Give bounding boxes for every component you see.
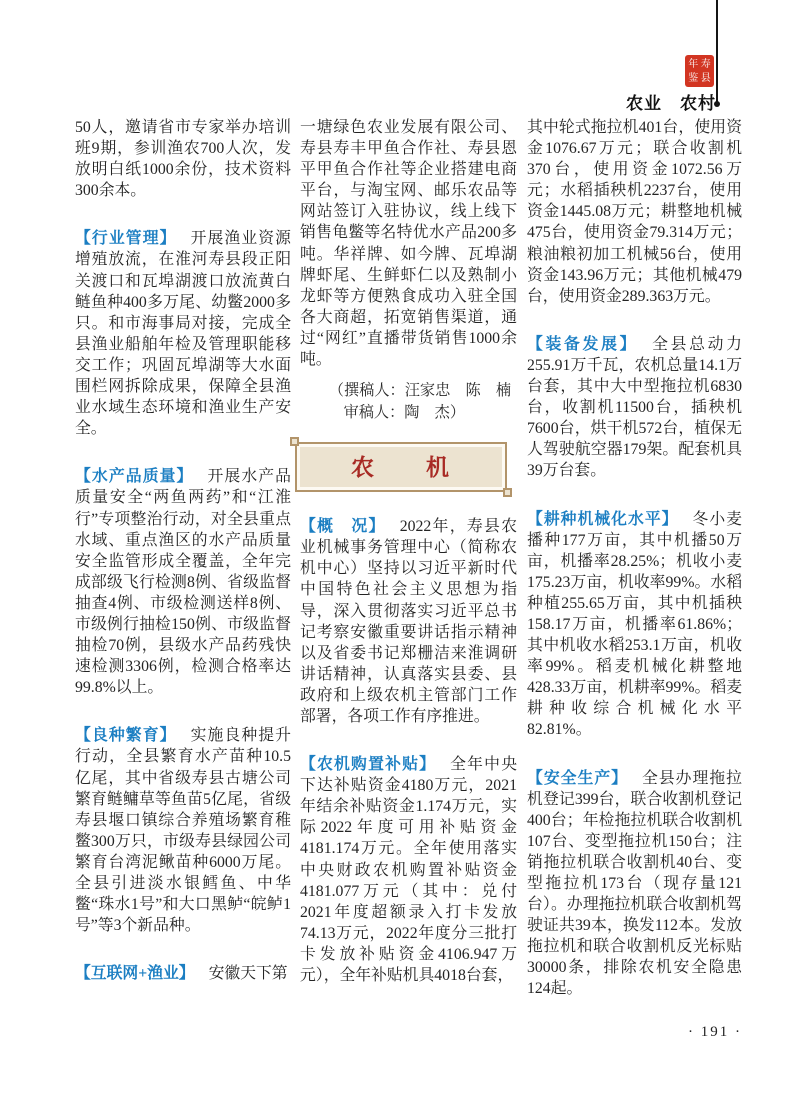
section-label: 【农机购置补贴】 [300,756,437,774]
paragraph-text: 实施良种提升行动，全县繁育水产苗种10.5亿尾，其中省级寿县古塘公司繁育鲢鳙草等鱼苗5亿尾，省级寿县堰口镇综合养殖场繁育稚鳖300万只，市级寿县绿园公司繁育台湾泥鳅苗种6000万尾。全县引进淡水银鳕鱼、中华鳖“珠水1号”和大口黑鲈“皖鲈1号”等3个新品种。 [75,727,291,935]
section-paragraph [527,509,742,741]
heading-box-corner-ornament [290,437,299,446]
section-label: 【行业管理】 [75,230,177,248]
seal-character: 县 [700,72,711,84]
section-heading-box [295,442,507,492]
paragraph-text: 50人，邀请省市专家举办培训班9期，参训渔农700人次，发放明白纸1000余份，技术资料300余本。 [75,119,291,200]
section-heading-title: 农 机 [351,454,451,480]
section-paragraph [75,963,291,984]
paragraph-text: 其中轮式拖拉机401台，使用资金1076.67万元；联合收割机370台，使用资金1072.56万元；水稻插秧机2237台，使用资金1445.08万元；耕整地机械475台，使用资金79.314万元；粮油粮初加工机械56台，使用资金143.96万元；其他机械479台，使用资金289.363万元。 [527,119,742,305]
byline-line: （撰稿人：汪家忠 陈 楠 [328,382,511,400]
header-rule [716,0,718,103]
section-label: 【良种繁育】 [75,727,177,745]
body-paragraph [75,117,291,201]
section-label: 【安全生产】 [527,769,629,787]
section-paragraph [75,228,291,439]
seal-character: 年 [688,58,699,70]
paragraph-text: 一塘绿色农业发展有限公司、寿县寿丰甲鱼合作社、寿县恩平甲鱼合作社等企业搭建电商平台，与淘宝网、邮乐农品等网站签订入驻协议，线上线下销售龟鳖等名特优水产品200多吨。华祥牌、如今牌、瓦埠湖牌虾尾、生鲜虾仁以及熟制小龙虾等方便熟食成功入驻全国各大商超，拓宽销售渠道，通过“网红”直播带货销售1000余吨。 [300,119,517,369]
seal-character: 鉴 [688,72,699,84]
section-paragraph [300,516,517,727]
section-label: 【水产品质量】 [75,468,194,486]
column-3 [527,117,742,1000]
section-label: 【装备发展】 [527,335,639,353]
section-label: 【耕种机械化水平】 [527,510,679,528]
paragraph-text: 安徽天下第 [208,965,288,983]
paragraph-text: 开展水产品质量安全“两鱼两药”和“江淮行”专项整治行动，对全县重点水域、重点渔区的水产品质量安全监管形成全覆盖，全年完成部级飞行检测8例、省级监督抽查4例、市级检测送样8例、市级例行抽检150例、市级监督抽检70例，县级水产品药残快速检测3306例，检测合格率达99.8%以上。 [75,468,291,697]
byline-line: 审稿人：陶 杰） [343,404,465,422]
yearbook-seal-icon [685,55,714,87]
paragraph-text: 冬小麦播种177万亩，其中机播50万亩，机播率28.25%；机收小麦175.23万亩，机收率99%。水稻种植255.65万亩，其中机插秧158.17万亩，机播率61.86%；其中机收水稻253.1万亩，机收率99%。稻麦机械化耕整地428.33万亩，机耕率99%。稻麦耕种收综合机械化水平82.81%。 [527,510,742,739]
page-number: · 191 · [688,1024,742,1040]
running-head: 农业 农村 [626,94,716,113]
section-label: 【概 况】 [300,518,386,536]
paragraph-text: 全县总动力255.91万千瓦，农机总量14.1万台套，其中大中型拖拉机6830台，收割机11500台，插秧机7600台，烘干机572台，植保无人驾驶航空器179架。配套机具39万台套。 [527,335,742,480]
heading-box-corner-ornament [503,488,512,497]
section-paragraph [527,768,742,1000]
seal-character: 寿 [700,58,711,70]
paragraph-text: 开展渔业资源增殖放流，在淮河寿县段正阳关渡口和瓦埠湖渡口放流黄白鲢鱼种400多万尾、幼鳖2000多只。和市海事局对接，完成全县渔业船舶年检及管理职能移交工作；巩固瓦埠湖等大水面围栏网拆除成果，保障全县渔业水域生态环境和渔业生产安全。 [75,230,291,438]
body-paragraph [527,117,742,307]
column-1 [75,117,291,984]
section-paragraph [527,334,742,482]
paragraph-text: 全县办理拖拉机登记399台，联合收割机登记400台；年检拖拉机联合收割机107台、变型拖拉机150台；注销拖拉机联合收割机40台、变型拖拉机173台（现存量121台）。办理拖拉机联合收割机驾驶证共39本，换发112本。发放拖拉机和联合收割机反光标贴30000条，排除农机安全隐患124起。 [527,769,742,998]
paragraph-text: 全年中央下达补贴资金4180万元，2021年结余补贴资金1.174万元，实际2022年度可用补贴资金4181.174万元。全年使用落实中央财政农机购置补贴资金4181.077万元（其中：兑付2021年度超额录入打卡发放74.13万元，2022年度分三批打卡发放补贴资金4106.947万元），全年补贴机具4018台套， [300,756,517,984]
section-paragraph [300,754,517,986]
paragraph-text: 2022年，寿县农业机械事务管理中心（简称农机中心）坚持以习近平新时代中国特色社会主义思想为指导，深入贯彻落实习近平总书记考察安徽重要讲话指示精神以及省委书记郑栅洁来淮调研讲话精神，认真落实县委、县政府和上级农机主管部门工作部署，各项工作有序推进。 [300,518,517,725]
section-paragraph [75,725,291,936]
section-label: 【互联网+渔业】 [75,965,195,983]
body-paragraph [300,117,517,370]
contributor-byline [300,380,517,424]
section-paragraph [75,466,291,698]
column-2 [300,117,517,986]
